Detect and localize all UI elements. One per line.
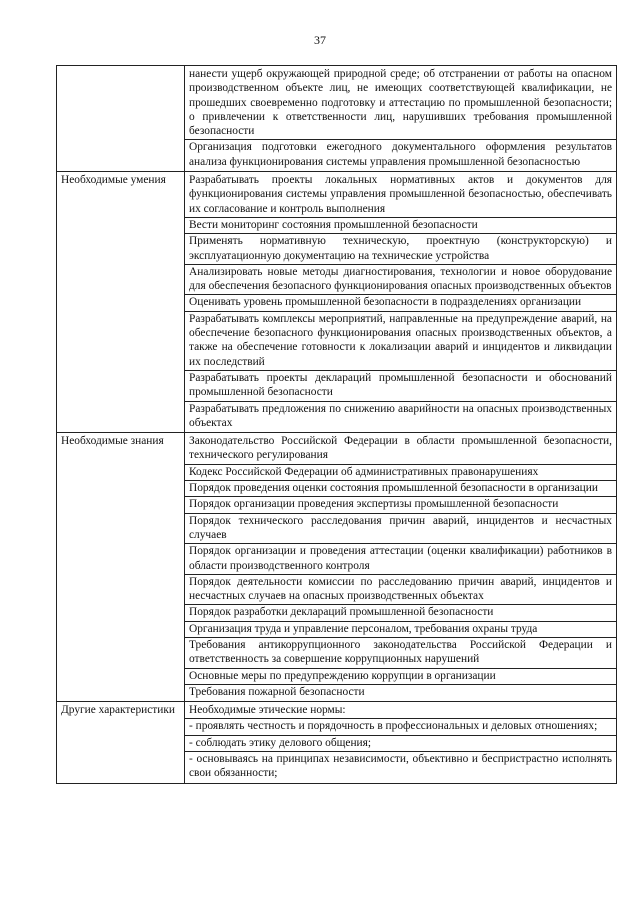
- page-number: 37: [314, 33, 326, 47]
- list-item: Законодательство Российской Федерации в области промышленной безопасности, технического регулирования: [185, 434, 616, 465]
- list-item: Разрабатывать проекты деклараций промышленной безопасности и обоснований промышленной безопасности: [185, 371, 616, 402]
- ethics-heading: Необходимые этические нормы:: [185, 703, 616, 719]
- list-item: Применять нормативную техническую, проектную (конструкторскую) и эксплуатационную документацию на технические устройства: [185, 234, 616, 265]
- table-row: [57, 433, 617, 702]
- table-row: [57, 702, 617, 783]
- list-item: Разрабатывать предложения по снижению аварийности на опасных производственных объектах: [189, 402, 612, 429]
- row-label: Необходимые умения: [57, 172, 185, 433]
- list-item: Порядок деятельности комиссии по расследованию причин аварий, инцидентов и несчастных случаев на опасных производственных объектах: [185, 575, 616, 606]
- list-item: Порядок организации проведения экспертизы промышленной безопасности: [185, 497, 616, 513]
- table-row: [57, 66, 617, 172]
- row-label: Необходимые знания: [57, 433, 185, 702]
- list-item: Порядок технического расследования причин аварий, инцидентов и несчастных случаев: [185, 514, 616, 545]
- row-content: [185, 433, 617, 702]
- list-item: Порядок разработки деклараций промышленной безопасности: [185, 605, 616, 621]
- row-content: [185, 172, 617, 433]
- table-row: [57, 172, 617, 433]
- list-item: Анализировать новые методы диагностирования, технологии и новое оборудование для обеспечения безопасного функционирования опасных производственных объектов: [185, 265, 616, 296]
- row-content: [185, 702, 617, 783]
- list-item: Порядок организации и проведения аттестации (оценки квалификации) работников в области производственного контроля: [185, 544, 616, 575]
- row-content: [185, 66, 617, 172]
- list-item: нанести ущерб окружающей природной среде; об отстранении от работы на опасном производственном объекте лиц, не имеющих соответствующей квалификации, не прошедших своевременно подготовку и аттестацию по промышленной безопасности; о привлечении к ответственности лиц, нарушивших требования промышленной безопасности: [185, 67, 616, 140]
- list-item: Организация подготовки ежегодного документального оформления результатов анализа функционирования системы управления промышленной безопасностью: [189, 141, 612, 168]
- list-item: Основные меры по предупреждению коррупции в организации: [185, 669, 616, 685]
- list-item: Порядок проведения оценки состояния промышленной безопасности в организации: [185, 481, 616, 497]
- list-item: Разрабатывать проекты локальных нормативных актов и документов для функционирования системы управления промышленной безопасностью, обеспечивать их согласование и контроль выполнения: [185, 173, 616, 218]
- list-item: Вести мониторинг состояния промышленной безопасности: [185, 218, 616, 234]
- bullet-item: - проявлять честность и порядочность в профессиональных и деловых отношениях;: [185, 719, 616, 735]
- list-item: Оценивать уровень промышленной безопасности в подразделениях организации: [185, 295, 616, 311]
- bullet-item: - основываясь на принципах независимости, объективно и беспристрастно исполнять свои обязанности;: [189, 753, 612, 780]
- list-item: Кодекс Российской Федерации об административных правонарушениях: [185, 465, 616, 481]
- list-item: Требования пожарной безопасности: [189, 685, 365, 698]
- list-item: Требования антикоррупционного законодательства Российской Федерации и ответственность за совершение коррупционных нарушений: [185, 638, 616, 669]
- requirements-table: [56, 65, 617, 784]
- row-label: Другие характеристики: [57, 702, 185, 783]
- list-item: Организация труда и управление персоналом, требования охраны труда: [185, 622, 616, 638]
- bullet-item: - соблюдать этику делового общения;: [185, 736, 616, 752]
- list-item: Разрабатывать комплексы мероприятий, направленные на предупреждение аварий, на обеспечение безопасного функционирования опасных производственных объектов, а также на обеспечение готовности к локализации аварий и инцидентов и ликвидации их последствий: [185, 312, 616, 371]
- row-label: [57, 66, 185, 172]
